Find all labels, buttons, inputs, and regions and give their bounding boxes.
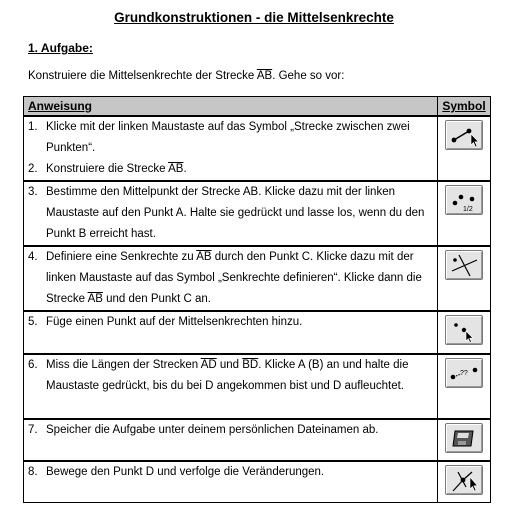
step-item xyxy=(28,420,431,441)
step-text: Miss die Längen der Strecken $\overline{AD}$ und $\overline{BD}$. Klicke A (B) an und halte die Maustaste gedrückt, bis du bei D angekommen bist und D aufleuchtet. xyxy=(46,359,409,392)
symbol-cell xyxy=(438,419,491,461)
symbol-cell xyxy=(438,461,491,503)
task-heading: 1. Aufgabe: xyxy=(28,41,93,55)
table-row xyxy=(24,116,491,181)
step-item xyxy=(28,182,431,245)
instruction-cell xyxy=(24,116,438,181)
step-item xyxy=(28,117,431,159)
distance-icon-label: ?? xyxy=(460,370,468,377)
move-point-icon[interactable] xyxy=(445,465,483,495)
save-icon[interactable] xyxy=(445,423,483,453)
symbol-cell xyxy=(438,311,491,354)
midpoint-tool-icon[interactable] xyxy=(445,185,483,215)
step-number: 2. xyxy=(28,163,38,175)
step-item xyxy=(28,247,431,310)
step-number: 7. xyxy=(28,424,38,436)
symbol-cell xyxy=(438,246,491,311)
symbol-cell xyxy=(438,116,491,181)
step-text: Füge einen Punkt auf der Mittelsenkrechten hinzu. xyxy=(46,316,303,328)
table-row xyxy=(24,311,491,354)
midpoint-icon-label: 1/2 xyxy=(463,206,473,213)
step-item xyxy=(28,355,431,397)
symbol-cell xyxy=(438,354,491,419)
intro-segment: $\overline{AB}$ xyxy=(256,70,273,82)
instruction-cell xyxy=(24,461,438,503)
step-text: Bewege den Punkt D und verfolge die Veränderungen. xyxy=(46,466,325,478)
instruction-cell xyxy=(24,354,438,419)
perpendicular-tool-icon[interactable] xyxy=(445,250,483,280)
table-row xyxy=(24,181,491,246)
segment-tool-icon[interactable] xyxy=(445,120,483,150)
step-item xyxy=(28,462,431,483)
step-number: 4. xyxy=(28,251,38,263)
step-number: 3. xyxy=(28,186,38,198)
step-text: Klicke mit der linken Maustaste auf das Symbol „Strecke zwischen zwei Punkten“. xyxy=(46,121,410,154)
instruction-cell xyxy=(24,419,438,461)
intro-after: . Gehe so vor: xyxy=(272,70,345,82)
header-symbol: Symbol xyxy=(438,97,491,117)
distance-tool-icon[interactable] xyxy=(445,358,483,388)
step-item xyxy=(28,312,431,333)
step-text: Speicher die Aufgabe unter deinem persönlichen Dateinamen ab. xyxy=(46,424,379,436)
point-tool-icon[interactable] xyxy=(445,315,483,345)
intro-text xyxy=(28,70,344,82)
symbol-cell xyxy=(438,181,491,246)
table-header-row xyxy=(24,97,491,117)
instruction-cell xyxy=(24,246,438,311)
intro-before: Konstruiere die Mittelsenkrechte der Strecke xyxy=(28,70,257,82)
step-text: Konstruiere die Strecke $\overline{AB}$. xyxy=(46,163,187,175)
table-row xyxy=(24,246,491,311)
table-row xyxy=(24,461,491,503)
step-number: 8. xyxy=(28,466,38,478)
instruction-table xyxy=(23,96,491,503)
instruction-cell xyxy=(24,181,438,246)
step-number: 5. xyxy=(28,316,38,328)
step-number: 6. xyxy=(28,359,38,371)
page-title: Grundkonstruktionen - die Mittelsenkrechte xyxy=(114,10,394,25)
step-text: Definiere eine Senkrechte zu $\overline{AB}$ durch den Punkt C. Klicke dazu mit der linken Maustaste auf das Symbol „Senkrechte definieren“. Klicke dann die Strecke $\overline{AB}$ und den Punkt C an. xyxy=(46,251,422,305)
step-text: Bestimme den Mittelpunkt der Strecke AB. Klicke dazu mit der linken Maustaste auf den Punkt A. Halte sie gedrückt und lasse los, wenn du den Punkt B erreicht hast. xyxy=(46,186,425,240)
step-item xyxy=(28,159,431,180)
table-row xyxy=(24,354,491,419)
step-number: 1. xyxy=(28,121,38,133)
table-row xyxy=(24,419,491,461)
instruction-cell xyxy=(24,311,438,354)
header-instruction: Anweisung xyxy=(24,97,438,117)
